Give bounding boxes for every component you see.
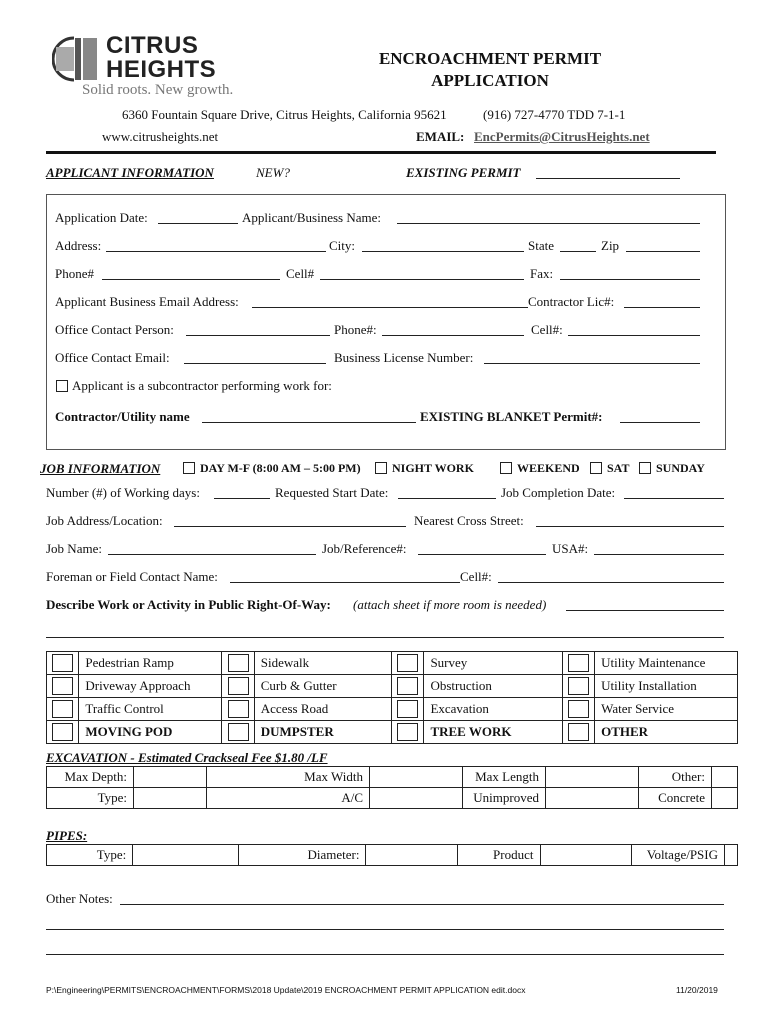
concrete-label: Concrete: [639, 788, 712, 809]
page-title: [360, 48, 620, 92]
start-date-field[interactable]: [398, 498, 496, 499]
usa-label: USA#:: [552, 541, 589, 556]
subcontractor-label: Applicant is a subcontractor performing work for:: [72, 378, 332, 393]
cross-street-field[interactable]: [536, 526, 724, 527]
pipe-type-label: Type:: [47, 845, 133, 866]
work-type-checkbox-cell[interactable]: [222, 675, 254, 698]
office-email-label: Office Contact Email:: [55, 350, 170, 365]
business-name-label: Applicant/Business Name:: [242, 210, 382, 225]
pipe-voltage-field[interactable]: [725, 845, 738, 866]
work-type-label: Traffic Control: [79, 698, 222, 721]
state-field[interactable]: [560, 251, 596, 252]
work-type-label: Sidewalk: [254, 652, 391, 675]
citrus-heights-logo-icon: [52, 34, 102, 84]
work-type-row: [47, 721, 738, 744]
work-type-label: Pedestrian Ramp: [79, 652, 222, 675]
contact-email-link[interactable]: EncPermits@CitrusHeights.net: [474, 129, 650, 144]
pipe-type-field[interactable]: [133, 845, 238, 866]
office-contact-field[interactable]: [186, 335, 330, 336]
footer-file-path: P:\Engineering\PERMITS\ENCROACHMENT\FORMS\2018 Update\2019 ENCROACHMENT PERMIT APPLICATION edit.docx: [46, 985, 526, 995]
work-type-checkbox[interactable]: [397, 677, 418, 695]
weekend-checkbox[interactable]: [500, 462, 512, 474]
work-type-label: Driveway Approach: [79, 675, 222, 698]
work-type-label: Utility Maintenance: [595, 652, 738, 675]
contact-address: 6360 Fountain Square Drive, Citrus Heights, California 95621: [122, 107, 447, 122]
office-phone-label: Phone#:: [334, 322, 377, 337]
sat-checkbox[interactable]: [590, 462, 602, 474]
fax-field[interactable]: [560, 279, 700, 280]
work-type-checkbox[interactable]: [397, 654, 418, 672]
work-type-checkbox-cell[interactable]: [222, 698, 254, 721]
contact-website[interactable]: www.citrusheights.net: [102, 129, 219, 144]
work-type-checkbox-cell[interactable]: [47, 652, 79, 675]
contact-email-label: EMAIL:: [416, 129, 465, 144]
state-label: State: [528, 238, 554, 253]
work-type-label: Survey: [424, 652, 562, 675]
cell-label: Cell#: [286, 266, 315, 281]
job-reference-field[interactable]: [418, 554, 546, 555]
max-length-label: Max Length: [463, 767, 546, 788]
work-type-label: TREE WORK: [424, 721, 562, 744]
job-address-field[interactable]: [174, 526, 406, 527]
title-line1: ENCROACHMENT PERMIT: [378, 49, 602, 68]
start-date-label: Requested Start Date:: [275, 485, 389, 500]
work-type-label: Water Service: [595, 698, 738, 721]
work-type-checkbox[interactable]: [568, 677, 589, 695]
application-date-label: Application Date:: [55, 210, 148, 225]
max-depth-label: Max Depth:: [47, 767, 134, 788]
work-type-label: DUMPSTER: [254, 721, 391, 744]
work-type-label: OTHER: [595, 721, 738, 744]
office-phone-field[interactable]: [382, 335, 524, 336]
other-field[interactable]: [712, 767, 738, 788]
logo: [52, 34, 252, 104]
work-type-label: Excavation: [424, 698, 562, 721]
completion-date-field[interactable]: [624, 498, 724, 499]
work-type-label: Curb & Gutter: [254, 675, 391, 698]
sat-label: SAT: [607, 461, 630, 475]
contractor-lic-label: Contractor Lic#:: [528, 294, 615, 309]
weekend-label: WEEKEND: [517, 461, 580, 475]
excavation-table: [46, 766, 738, 809]
sunday-checkbox[interactable]: [639, 462, 651, 474]
cross-street-label: Nearest Cross Street:: [414, 513, 524, 528]
foreman-label: Foreman or Field Contact Name:: [46, 569, 218, 584]
type-label: Type:: [47, 788, 134, 809]
max-width-field[interactable]: [370, 767, 463, 788]
applicant-section-header: APPLICANT INFORMATION: [46, 165, 214, 180]
phone-label: Phone#: [55, 266, 94, 281]
work-type-checkbox[interactable]: [568, 654, 589, 672]
max-depth-field[interactable]: [134, 767, 207, 788]
contractor-utility-field[interactable]: [202, 422, 416, 423]
job-name-label: Job Name:: [46, 541, 102, 556]
working-days-label: Number (#) of Working days:: [46, 485, 200, 500]
pipe-diameter-field[interactable]: [366, 845, 458, 866]
excavation-row-1: [47, 767, 738, 788]
other-notes-field-2[interactable]: [46, 929, 724, 930]
work-type-label: Access Road: [254, 698, 391, 721]
pipes-row: [47, 845, 738, 866]
business-email-field[interactable]: [252, 307, 528, 308]
completion-date-label: Job Completion Date:: [501, 485, 616, 500]
ac-field[interactable]: [370, 788, 463, 809]
work-type-row: [47, 652, 738, 675]
footer-date: 11/20/2019: [676, 985, 718, 995]
work-type-checkbox-cell[interactable]: [392, 675, 424, 698]
cell-field[interactable]: [320, 279, 524, 280]
night-checkbox[interactable]: [375, 462, 387, 474]
header-divider: [46, 151, 716, 154]
describe-work-label: Describe Work or Activity in Public Right-Of-Way:: [46, 597, 331, 612]
fax-label: Fax:: [530, 266, 554, 281]
work-type-grid: [46, 651, 738, 744]
phone-field[interactable]: [102, 279, 280, 280]
work-type-checkbox-cell[interactable]: [562, 721, 594, 744]
work-type-checkbox-cell[interactable]: [562, 698, 594, 721]
unimproved-field[interactable]: [546, 788, 639, 809]
work-type-checkbox-cell[interactable]: [222, 721, 254, 744]
office-email-field[interactable]: [184, 363, 326, 364]
work-type-checkbox-cell[interactable]: [47, 721, 79, 744]
contact-phone: (916) 727-4770 TDD 7-1-1: [483, 107, 626, 122]
work-type-checkbox[interactable]: [397, 700, 418, 718]
work-type-checkbox[interactable]: [52, 654, 73, 672]
business-license-label: Business License Number:: [334, 350, 474, 365]
day-label: DAY M-F (8:00 AM – 5:00 PM): [200, 461, 361, 475]
night-label: NIGHT WORK: [392, 461, 474, 475]
work-type-checkbox-cell[interactable]: [222, 652, 254, 675]
job-address-label: Job Address/Location:: [46, 513, 163, 528]
pipe-product-label: Product: [458, 845, 540, 866]
work-type-checkbox-cell[interactable]: [392, 721, 424, 744]
blanket-permit-label: EXISTING BLANKET Permit#:: [420, 409, 603, 424]
work-type-checkbox[interactable]: [397, 723, 418, 741]
blanket-permit-field[interactable]: [620, 422, 700, 423]
title-line2: APPLICATION: [431, 71, 549, 90]
work-type-checkbox-cell[interactable]: [562, 652, 594, 675]
contractor-utility-label: Contractor/Utility name: [55, 409, 190, 424]
new-label: NEW?: [256, 165, 290, 180]
excavation-header: EXCAVATION - Estimated Crackseal Fee $1.80 /LF: [46, 750, 328, 765]
pipe-product-field[interactable]: [540, 845, 632, 866]
usa-field[interactable]: [594, 554, 724, 555]
ac-label: A/C: [207, 788, 370, 809]
pipes-table: [46, 844, 738, 866]
existing-permit-label: EXISTING PERMIT: [406, 165, 521, 180]
business-name-field[interactable]: [397, 223, 700, 224]
foreman-field[interactable]: [230, 582, 460, 583]
describe-work-note: (attach sheet if more room is needed): [353, 597, 547, 612]
work-type-checkbox-cell[interactable]: [392, 698, 424, 721]
work-type-label: MOVING POD: [79, 721, 222, 744]
work-type-checkbox[interactable]: [228, 677, 249, 695]
subcontractor-checkbox[interactable]: [56, 380, 68, 392]
foreman-cell-field[interactable]: [498, 582, 724, 583]
city-label: City:: [329, 238, 356, 253]
work-type-row: [47, 698, 738, 721]
city-field[interactable]: [362, 251, 524, 252]
work-type-checkbox[interactable]: [568, 700, 589, 718]
work-type-label: Utility Installation: [595, 675, 738, 698]
work-type-checkbox[interactable]: [52, 677, 73, 695]
sunday-label: SUNDAY: [656, 461, 705, 475]
work-type-checkbox-cell[interactable]: [392, 652, 424, 675]
job-name-field[interactable]: [108, 554, 316, 555]
working-days-field[interactable]: [214, 498, 270, 499]
other-notes-field-1[interactable]: [120, 904, 724, 905]
work-type-checkbox-cell[interactable]: [47, 698, 79, 721]
job-section-header: JOB INFORMATION: [40, 461, 161, 476]
work-type-checkbox[interactable]: [228, 700, 249, 718]
type-field[interactable]: [134, 788, 207, 809]
work-type-row: [47, 675, 738, 698]
zip-label: Zip: [601, 238, 620, 253]
business-license-field[interactable]: [484, 363, 700, 364]
unimproved-label: Unimproved: [463, 788, 546, 809]
other-label: Other:: [639, 767, 712, 788]
logo-name-line2: HEIGHTS: [106, 56, 217, 83]
day-checkbox[interactable]: [183, 462, 195, 474]
other-notes-field-3[interactable]: [46, 954, 724, 955]
office-cell-label: Cell#:: [531, 322, 563, 337]
address-field[interactable]: [106, 251, 326, 252]
pipes-header: PIPES:: [46, 828, 88, 843]
max-width-label: Max Width: [207, 767, 370, 788]
pipe-voltage-label: Voltage/PSIG: [632, 845, 725, 866]
zip-field[interactable]: [626, 251, 700, 252]
work-type-checkbox[interactable]: [228, 723, 249, 741]
address-label: Address:: [55, 238, 102, 253]
job-reference-label: Job/Reference#:: [322, 541, 407, 556]
logo-tagline: Solid roots. New growth.: [82, 82, 234, 98]
foreman-cell-label: Cell#:: [460, 569, 492, 584]
work-type-checkbox[interactable]: [568, 723, 589, 741]
logo-name-line1: CITRUS: [106, 32, 199, 59]
work-type-label: Obstruction: [424, 675, 562, 698]
contractor-lic-field[interactable]: [624, 307, 700, 308]
office-cell-field[interactable]: [568, 335, 700, 336]
describe-work-field-1[interactable]: [566, 610, 724, 611]
work-type-checkbox[interactable]: [228, 654, 249, 672]
business-email-label: Applicant Business Email Address:: [55, 294, 239, 309]
work-type-checkbox[interactable]: [52, 723, 73, 741]
work-type-checkbox-cell[interactable]: [47, 675, 79, 698]
describe-work-field-2[interactable]: [46, 637, 724, 638]
concrete-field[interactable]: [712, 788, 738, 809]
other-notes-label: Other Notes:: [46, 891, 113, 906]
office-contact-label: Office Contact Person:: [55, 322, 174, 337]
pipe-diameter-label: Diameter:: [238, 845, 366, 866]
excavation-row-2: [47, 788, 738, 809]
work-type-checkbox-cell[interactable]: [562, 675, 594, 698]
application-date-field[interactable]: [158, 223, 238, 224]
max-length-field[interactable]: [546, 767, 639, 788]
existing-permit-field[interactable]: [536, 178, 680, 179]
work-type-checkbox[interactable]: [52, 700, 73, 718]
